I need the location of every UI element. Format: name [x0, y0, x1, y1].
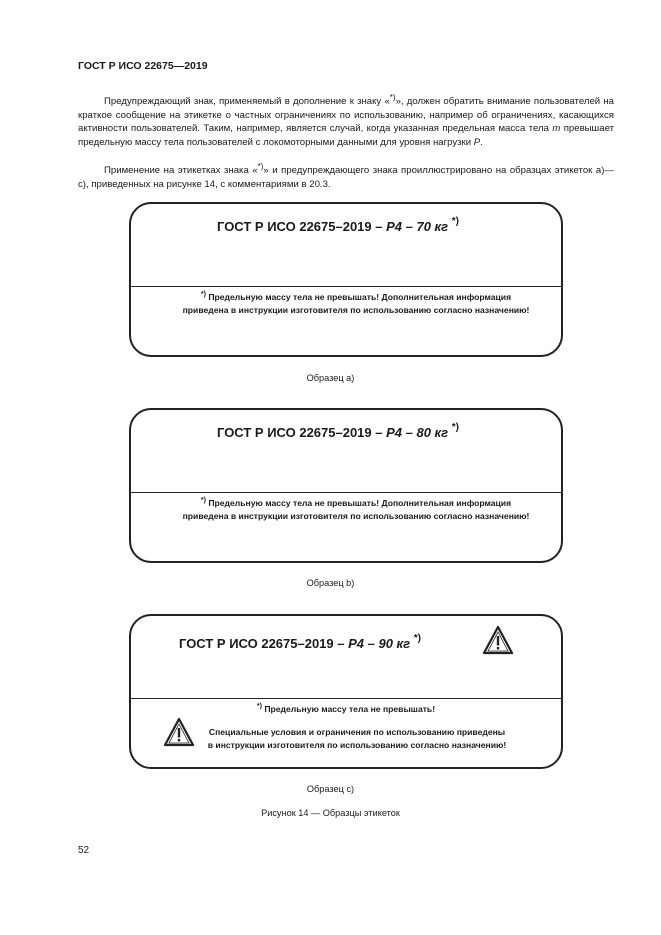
warning-triangle-icon [482, 625, 514, 655]
label-c-title: ГОСТ Р ИСО 22675–2019 – P4 – 90 кг *) [179, 633, 421, 651]
caption-sample-a: Образец а) [306, 373, 355, 383]
label-a-title: ГОСТ Р ИСО 22675–2019 – P4 – 70 кг *) [217, 216, 459, 234]
label-c-note-limit: *) Предельную массу тела не превышать! [256, 703, 436, 714]
label-b-title-area [131, 410, 561, 493]
label-sample-c [129, 614, 563, 769]
label-sample-a [129, 202, 563, 357]
figure-caption: Рисунок 14 — Образцы этикеток [261, 808, 400, 818]
label-a-title-area [131, 204, 561, 287]
document-header: ГОСТ Р ИСО 22675—2019 [78, 60, 208, 72]
label-c-note-conditions: Специальные условия и ограничения по использованию приведены в инструкции изготовителя по использованию согласно назначению! [207, 727, 507, 750]
caption-sample-c: Образец с) [306, 784, 355, 794]
caption-sample-b: Образец b) [306, 578, 355, 588]
label-c-note-area [131, 699, 561, 769]
label-sample-b [129, 408, 563, 563]
warning-triangle-icon [163, 717, 195, 747]
paragraph-label-application: Применение на этикетках знака «*)» и предупреждающего знака проиллюстрировано на образцах этикеток а)—с), приведенных на рисунке 14, с комментариями в 20.3. [78, 162, 614, 190]
paragraph-warning-sign: Предупреждающий знак, применяемый в дополнение к знаку «*)», должен обратить внимание пользователей на краткое сообщение на этикетке о частных ограничениях по использованию, например об ограничениях, касающихся активности пользователей. Таким, например, является случай, когда указанная предельная масса тела m превышает предельную массу тела пользователей с локомоторными данными для уровня нагрузки P. [78, 93, 614, 148]
page-number: 52 [78, 845, 90, 856]
label-b-note: *) Предельную массу тела не превышать! Дополнительная информация приведена в инструкции изготовителя по использованию согласно назначению! [182, 497, 530, 521]
label-c-title-area [131, 616, 561, 699]
label-b-title: ГОСТ Р ИСО 22675–2019 – P4 – 80 кг *) [217, 422, 459, 440]
label-a-note: *) Предельную массу тела не превышать! Дополнительная информация приведена в инструкции изготовителя по использованию согласно назначению! [182, 291, 530, 315]
